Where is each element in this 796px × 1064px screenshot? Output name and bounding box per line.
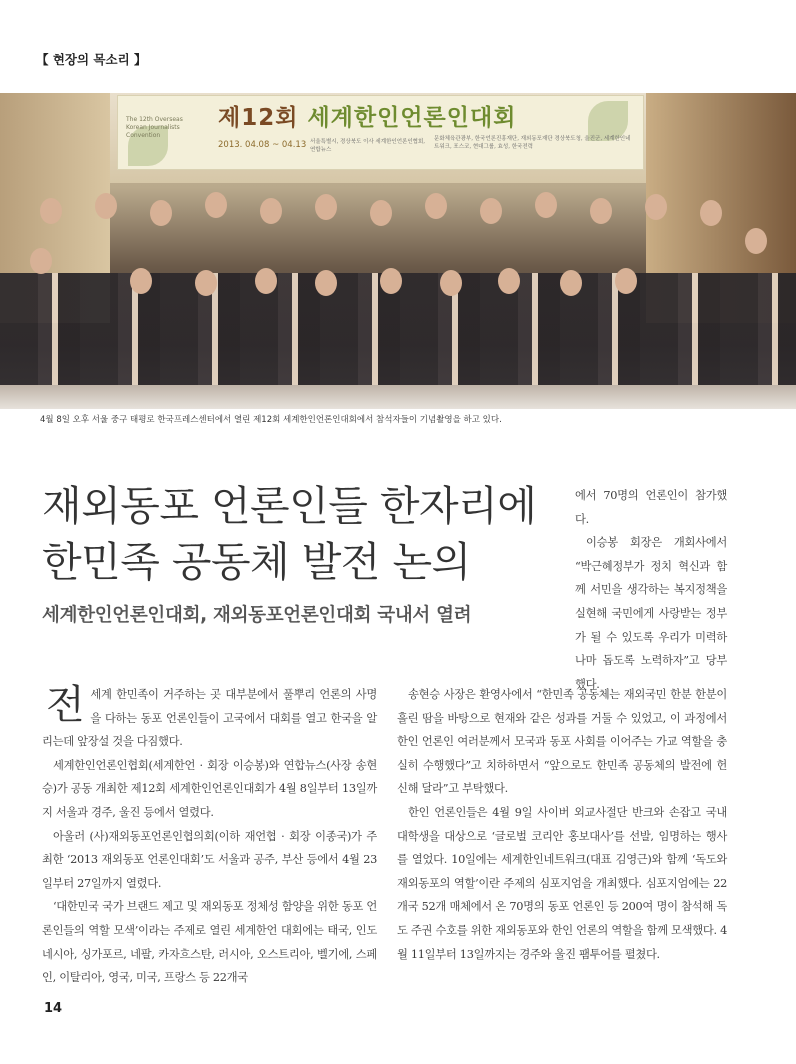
photo-caption: 4월 8일 오후 서울 중구 태평로 한국프레스센터에서 열린 제12회 세계한인언론인대회에서 참석자들이 기념촬영을 하고 있다. xyxy=(40,415,502,425)
person-head xyxy=(150,200,172,226)
person-head xyxy=(380,268,402,294)
paragraph: 세계한인언론인협회(세계한언 · 회장 이승봉)와 연합뉴스(사장 송현승)가 공동 개최한 제12회 세계한인언론인대회가 4월 8일부터 13일까지 서울과 경주, 울진 등에서 열렸다. xyxy=(42,758,377,819)
person-head xyxy=(498,268,520,294)
person-head xyxy=(370,200,392,226)
person-head xyxy=(700,200,722,226)
person-head xyxy=(30,248,52,274)
banner-sponsors: 문화체육관광부, 한국언론진흥재단, 재외동포재단 경상북도청, 울진군, 세계한인네트워크, 포스코, 현대그룹, 효성, 한국전력 xyxy=(434,136,631,150)
person-head xyxy=(95,193,117,219)
person-head xyxy=(615,268,637,294)
person-head xyxy=(315,194,337,220)
group-photo xyxy=(0,93,796,409)
person-head xyxy=(205,192,227,218)
paragraph: ‘대한민국 국가 브랜드 제고 및 재외동포 정체성 함양을 위한 동포 언론인들의 역할 모색’이라는 주제로 열린 세계한언 대회에는 태국, 인도네시아, 싱가포르, 네팔, 카자흐스탄, 러시아, 오스트리아, 벨기에, 스페인, 이탈리아, 영국, 미국, 프랑스 등 22개국 xyxy=(42,900,377,985)
article-column-1 xyxy=(42,683,377,990)
person-head xyxy=(315,270,337,296)
banner-title xyxy=(218,99,516,132)
article-column-2 xyxy=(397,683,727,966)
section-tag: 【 현장의 목소리 】 xyxy=(36,52,147,67)
banner-dates: 2013. 04.08 ~ 04.13 xyxy=(218,140,307,150)
paragraph: 에서 70명의 언론인이 참가했다. xyxy=(575,489,727,526)
headline-line-1: 재외동포 언론인들 한자리에 xyxy=(42,482,537,530)
article-column-right-top xyxy=(575,484,727,696)
event-banner xyxy=(117,95,644,170)
paragraph: 송현승 사장은 환영사에서 “한민족 공동체는 재외국민 한분 한분이 흘린 땀을 바탕으로 현재와 같은 성과를 거둘 수 있었고, 이 과정에서 한인 언론인 여러분께서 모국과 동포 사회를 이어주는 가교 역할을 충실히 수행했다”고 치하하면서 “앞으로도 한민족 공동체의 발전에 헌신해 달라”고 부탁했다. xyxy=(397,688,727,796)
banner-title-name: 세계한인언론인대회 xyxy=(307,105,517,131)
person-head xyxy=(255,268,277,294)
photo-floor xyxy=(0,385,796,409)
banner-leaf-decoration xyxy=(588,101,628,141)
person-head xyxy=(480,198,502,224)
paragraph: 아울러 (사)재외동포언론인협의회(이하 재언협 · 회장 이종국)가 주최한 ‘2013 재외동포 언론인대회’도 서울과 공주, 부산 등에서 4월 23일부터 27일까지 열렸다. xyxy=(42,829,377,890)
banner-organizers: 서울특별시, 경상북도 이사 세계한인언론인협회, 연합뉴스 xyxy=(310,139,426,153)
person-head xyxy=(195,270,217,296)
subheadline: 세계한인언론인대회, 재외동포언론인대회 국내서 열려 xyxy=(42,605,472,626)
photo-heads xyxy=(0,188,796,308)
person-head xyxy=(130,268,152,294)
banner-title-number: 제12회 xyxy=(218,105,308,131)
headline-line-2: 한민족 공동체 발전 논의 xyxy=(42,538,471,586)
person-head xyxy=(440,270,462,296)
paragraph: 한인 언론인들은 4월 9일 사이버 외교사절단 반크와 손잡고 국내 대학생을 대상으로 ‘글로벌 코리안 홍보대사’를 선발, 임명하는 행사를 열었다. 10일에는 세계한인네트워크(대표 김영근)와 함께 ‘독도와 재외동포의 역할’이란 주제의 심포지엄을 개최했다. 심포지엄에는 22개국 52개 매체에서 온 70명의 동포 언론인 등 200여 명이 참석해 독도 주권 수호를 위한 재외동포와 한인 언론의 역할을 함께 모색했다. 4월 11일부터 13일까지는 경주와 울진 팸투어를 펼쳤다. xyxy=(397,805,727,961)
person-head xyxy=(425,193,447,219)
person-head xyxy=(260,198,282,224)
person-head xyxy=(645,194,667,220)
drop-cap: 전 xyxy=(46,682,85,728)
paragraph: 이승봉 회장은 개회사에서 “박근혜정부가 정치 혁신과 함께 서민을 생각하는 복지정책을 실현해 국민에게 사랑받는 정부가 될 수 있도록 우리가 미력하나마 돕도록 노력하자”고 당부했다. xyxy=(575,536,727,691)
headline xyxy=(42,478,562,590)
person-head xyxy=(40,198,62,224)
person-head xyxy=(535,192,557,218)
person-head xyxy=(560,270,582,296)
paragraph-text: 세계 한민족이 거주하는 곳 대부분에서 풀뿌리 언론의 사명을 다하는 동포 언론인들이 고국에서 대회를 열고 한국을 알리는데 앞장설 것을 다짐했다. xyxy=(42,688,377,749)
page-number: 14 xyxy=(44,1001,63,1016)
paragraph xyxy=(42,683,377,754)
banner-english-title: The 12th Overseas Korean Journalists Convention xyxy=(126,116,183,139)
person-head xyxy=(745,228,767,254)
person-head xyxy=(590,198,612,224)
